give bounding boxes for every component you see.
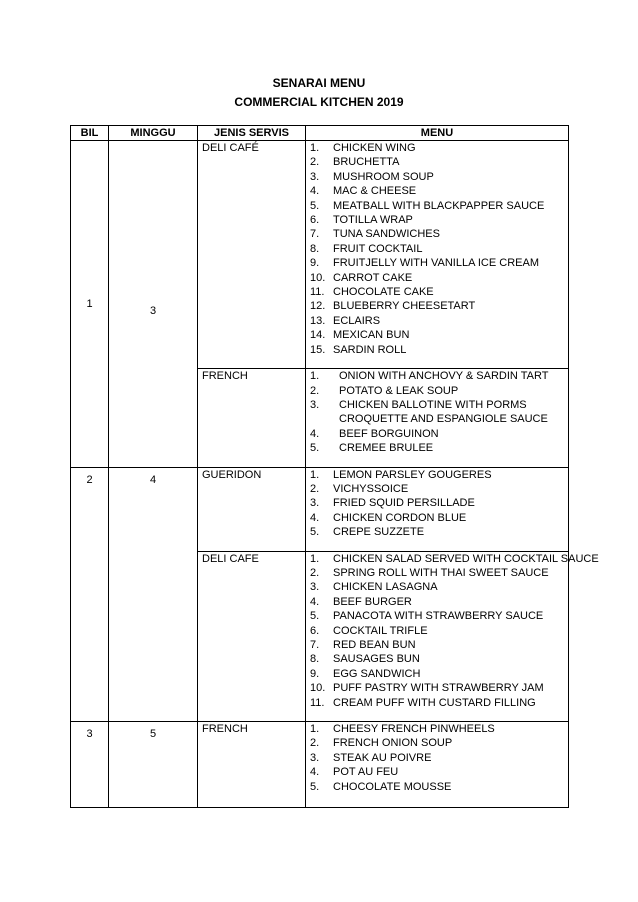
list-item: 14. MEXICAN BUN	[310, 329, 410, 342]
list-item: 1. ONION WITH ANCHOVY & SARDIN TART	[310, 370, 549, 383]
table-header-row	[71, 126, 569, 141]
header-menu: MENU	[306, 126, 569, 141]
menu-list	[310, 468, 566, 540]
header-jenis-servis: JENIS SERVIS	[198, 126, 306, 141]
jenis-servis-cell: FRENCH	[198, 722, 306, 808]
minggu-cell: 5	[109, 722, 198, 808]
list-item: 5. PANACOTA WITH STRAWBERRY SAUCE	[310, 610, 544, 623]
list-item: 4. MAC & CHEESE	[310, 185, 417, 198]
table-row	[71, 467, 569, 551]
list-item: 3. MUSHROOM SOUP	[310, 170, 434, 183]
list-item: 3. FRIED SQUID PERSILLADE	[310, 497, 475, 510]
menu-cell	[306, 467, 569, 551]
menu-list	[310, 141, 566, 357]
menu-list	[310, 722, 566, 794]
list-item: 7. RED BEAN BUN	[310, 639, 416, 651]
list-item: 5. CREMEE BRULEE	[310, 442, 434, 455]
menu-list	[310, 369, 566, 455]
document-title: SENARAI MENU	[272, 76, 366, 90]
list-item: 5. MEATBALL WITH BLACKPAPPER SAUCE	[310, 199, 545, 212]
jenis-servis-cell: DELI CAFE	[198, 551, 306, 721]
list-item: 12. BLUEBERRY CHEESETART	[310, 300, 476, 313]
list-item: 4. POT AU FEU	[310, 766, 399, 779]
list-item: 1. CHICKEN WING	[310, 142, 416, 154]
menu-cell	[306, 141, 569, 369]
list-item: 8. SAUSAGES BUN	[310, 653, 420, 666]
list-item: 2. POTATO & LEAK SOUP	[310, 384, 459, 397]
header-minggu: MINGGU	[109, 126, 198, 141]
list-item: 2. BRUCHETTA	[310, 156, 400, 169]
list-item: 3. CHICKEN BALLOTINE WITH PORMS	[310, 398, 527, 411]
list-item: 5. CHOCOLATE MOUSSE	[310, 780, 452, 793]
table-row	[71, 141, 569, 369]
bil-cell: 3	[71, 722, 109, 808]
list-item: 11. CREAM PUFF WITH CUSTARD FILLING	[310, 696, 536, 709]
menu-table	[70, 125, 599, 808]
list-item: 10. CARROT CAKE	[310, 271, 413, 284]
minggu-cell: 4	[109, 467, 198, 722]
list-item: 7. TUNA SANDWICHES	[310, 228, 440, 241]
list-item: 1. CHEESY FRENCH PINWHEELS	[310, 723, 495, 736]
list-item: 9. FRUITJELLY WITH VANILLA ICE CREAM	[310, 257, 539, 270]
jenis-servis-cell: GUERIDON	[198, 467, 306, 551]
header-bil: BIL	[71, 126, 109, 141]
list-item: 1. CHICKEN SALAD SERVED WITH COCKTAIL SAUCE	[310, 552, 599, 565]
jenis-servis-cell: FRENCH	[198, 369, 306, 467]
list-item: 2. SPRING ROLL WITH THAI SWEET SAUCE	[310, 566, 549, 579]
list-item: 4. BEEF BORGUINON	[310, 427, 439, 440]
bil-cell: 1	[71, 141, 109, 468]
document-subtitle: COMMERCIAL KITCHEN 2019	[234, 95, 404, 109]
list-item: 3. CHICKEN LASAGNA	[310, 581, 438, 594]
menu-list	[310, 552, 599, 710]
list-item: 2. VICHYSSOICE	[310, 482, 409, 495]
table-row	[71, 722, 569, 808]
list-item-continuation: CROQUETTE AND ESPANGIOLE SAUCE	[339, 413, 548, 426]
list-item: 13. ECLAIRS	[310, 314, 381, 327]
list-item: 1. LEMON PARSLEY GOUGERES	[310, 468, 492, 481]
list-item: 3. STEAK AU POIVRE	[310, 751, 432, 764]
list-item: 4. CHICKEN CORDON BLUE	[310, 511, 467, 524]
list-item: 10. PUFF PASTRY WITH STRAWBERRY JAM	[310, 682, 544, 695]
jenis-servis-cell: DELI CAFÉ	[198, 141, 306, 369]
list-item: 5. CREPE SUZZETE	[310, 526, 425, 539]
list-item: 15. SARDIN ROLL	[310, 343, 407, 356]
menu-cell	[306, 551, 599, 721]
bil-cell: 2	[71, 467, 109, 722]
list-item: 11. CHOCOLATE CAKE	[310, 286, 434, 299]
menu-cell	[306, 722, 569, 808]
list-item: 8. FRUIT COCKTAIL	[310, 242, 423, 255]
list-item: 6. COCKTAIL TRIFLE	[310, 624, 428, 637]
list-item: 4. BEEF BURGER	[310, 595, 412, 608]
list-item: 2. FRENCH ONION SOUP	[310, 737, 453, 750]
minggu-cell: 3	[109, 141, 198, 468]
list-item: 9. EGG SANDWICH	[310, 667, 421, 680]
menu-cell	[306, 369, 569, 467]
list-item: 6. TOTILLA WRAP	[310, 214, 413, 227]
